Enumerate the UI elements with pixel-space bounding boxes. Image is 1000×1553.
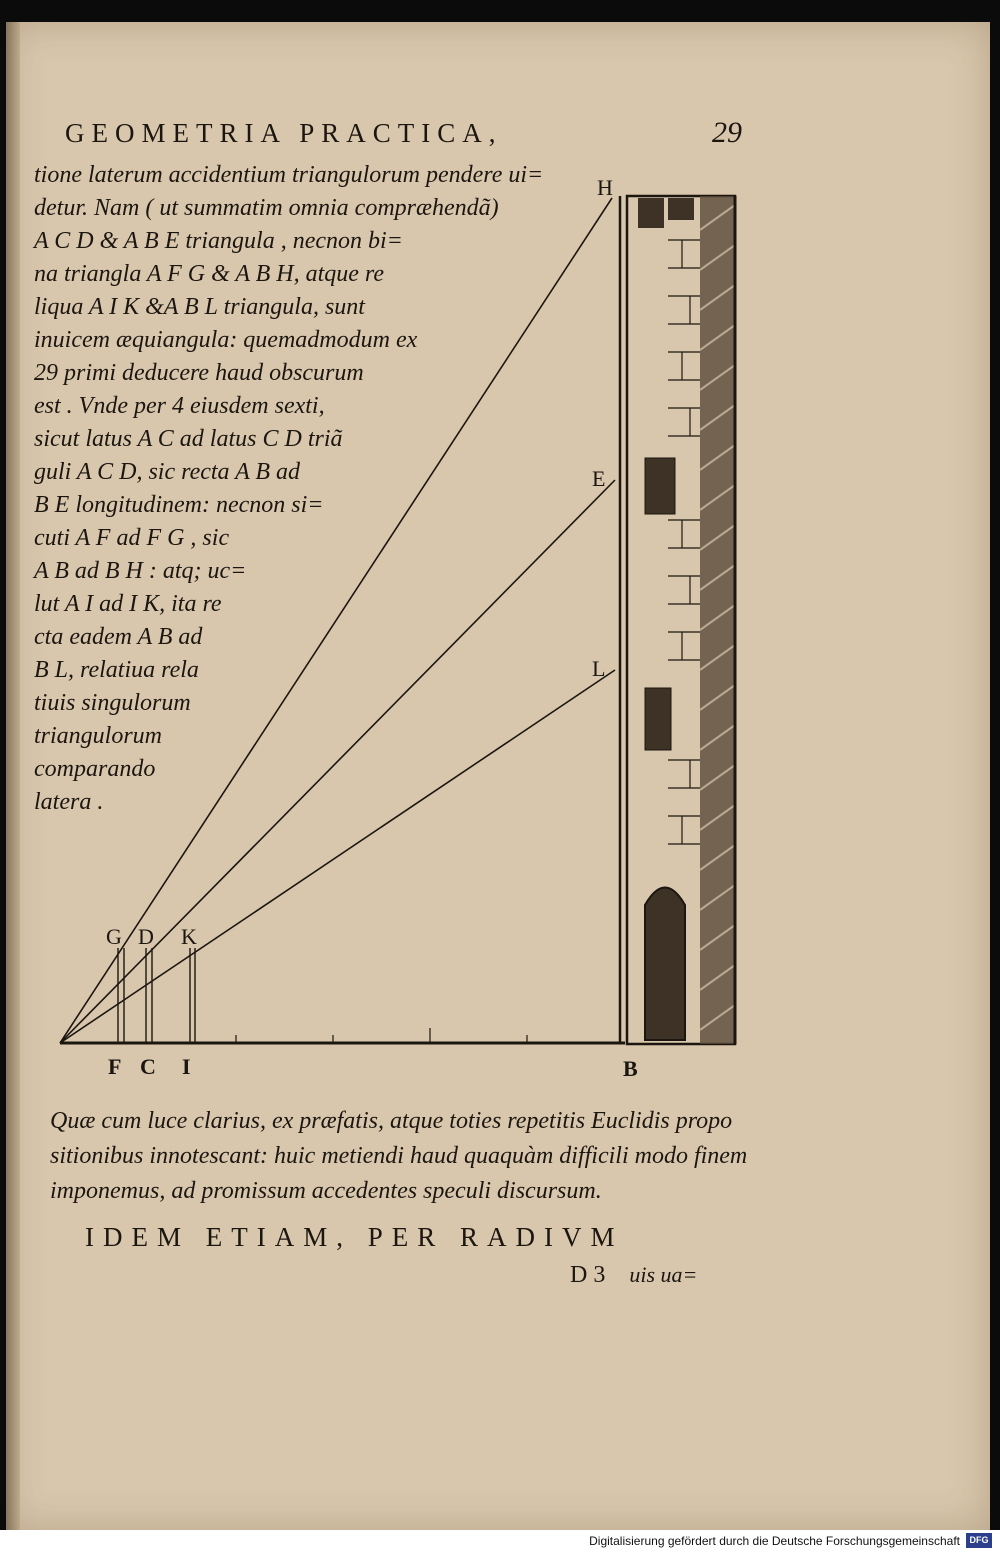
label-b: B	[623, 1056, 638, 1081]
signature-mark: D 3	[570, 1262, 606, 1288]
text-line: triangulorum	[34, 723, 163, 749]
paragraph-line: Quæ cum luce clarius, ex præfatis, atque toties repetitis Euclidis propo	[50, 1108, 733, 1134]
text-line: na triangla A F G & A B H, atque re	[34, 261, 385, 287]
dfg-logo-icon: DFG	[966, 1533, 992, 1548]
text-line: detur. Nam ( ut summatim omnia compræhendã)	[34, 195, 499, 221]
label-l: L	[592, 656, 606, 681]
text-line: tione laterum accidentium triangulorum pendere ui=	[34, 162, 544, 188]
footer-bar	[0, 1530, 1000, 1553]
text-line: latera .	[34, 789, 104, 815]
label-d: D	[138, 924, 154, 949]
label-i: I	[182, 1054, 191, 1079]
tower-illustration	[627, 196, 735, 1044]
text-line: cta eadem A B ad	[34, 624, 203, 650]
text-line: A B ad B H : atq; uc=	[34, 558, 247, 584]
text-line: est . Vnde per 4 eiusdem sexti,	[34, 393, 325, 419]
text-line: guli A C D, sic recta A B ad	[34, 459, 301, 485]
section-heading: IDEM ETIAM, PER RADIVM	[85, 1222, 624, 1252]
label-f: F	[108, 1054, 122, 1079]
text-line: tiuis singulorum	[34, 690, 191, 716]
label-h: H	[597, 175, 613, 200]
running-header: GEOMETRIA PRACTICA,	[65, 118, 503, 148]
label-e: E	[592, 466, 606, 491]
page-number: 29	[712, 116, 742, 149]
signature-catchword	[570, 1262, 697, 1289]
text-line: liqua A I K &A B L triangula, sunt	[34, 294, 365, 320]
text-line: A C D & A B E triangula , necnon bi=	[34, 228, 403, 254]
text-line: 29 primi deducere haud obscurum	[34, 360, 364, 386]
hypotenuse-ae	[60, 480, 615, 1043]
text-line: sicut latus A C ad latus C D triã	[34, 426, 343, 452]
text-line: lut A I ad I K, ita re	[34, 591, 222, 617]
catchword: uis ua=	[629, 1262, 698, 1287]
paragraph-line: imponemus, ad promissum accedentes speculi discursum.	[50, 1178, 602, 1204]
text-line: B E longitudinem: necnon si=	[34, 492, 324, 518]
label-k: K	[181, 924, 197, 949]
text-line: cuti A F ad F G , sic	[34, 525, 230, 551]
hypotenuse-ah	[60, 198, 612, 1043]
label-g: G	[106, 924, 122, 949]
footer-credit: Digitalisierung gefördert durch die Deutsche Forschungsgemeinschaft	[589, 1534, 960, 1548]
text-line: inuicem æquiangula: quemadmodum ex	[34, 327, 418, 353]
label-c: C	[140, 1054, 156, 1079]
paragraph-line: sitionibus innotescant: huic metiendi haud quaquàm difficili modo finem	[50, 1143, 748, 1169]
text-line: comparando	[34, 756, 156, 782]
hypotenuse-al	[60, 670, 615, 1043]
text-line: B L, relatiua rela	[34, 657, 199, 683]
